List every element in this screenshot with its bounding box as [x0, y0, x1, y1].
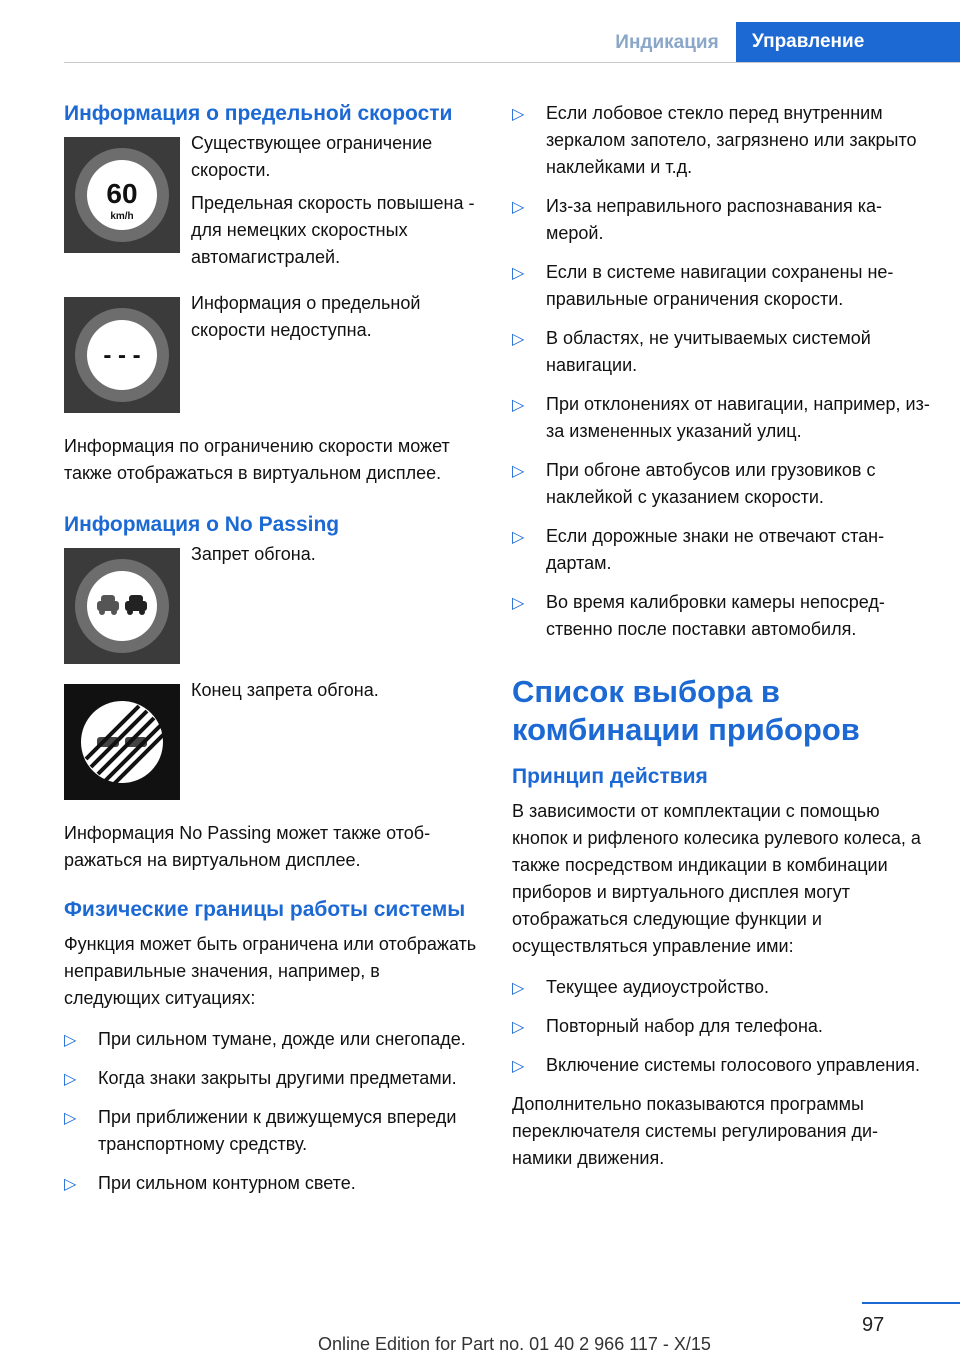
triangle-bullet-icon: ▷ — [512, 199, 525, 216]
triangle-bullet-icon: ▷ — [64, 1071, 77, 1088]
list-item: ▷ Если дорожные знаки не отвечают стандартам. — [512, 526, 885, 573]
sign1-text-raised: Предельная скорость повышена - для немецких скоростных автомагистралей. — [191, 193, 475, 267]
end-no-passing-sign-icon — [64, 684, 180, 800]
triangle-bullet-icon: ▷ — [512, 331, 525, 348]
principle-para: В зависимости от комплектации с помощью кнопок и рифленого колесика рулевого колеса, а также посредством индикации в комбинации приборов и виртуального дисплея могут отображаться следующие функции и осуществляться управление ими: — [512, 801, 921, 956]
speed-limit-value: 60 — [106, 178, 138, 209]
list-item: ▷ В областях, не учитываемых системой навигации. — [512, 328, 871, 375]
right-bullet-list — [512, 100, 932, 643]
list-item: ▷ При приближении к движущемуся впереди транспортному средству. — [64, 1107, 457, 1154]
sign-row-no-info — [64, 293, 478, 413]
triangle-bullet-icon: ▷ — [512, 1019, 525, 1036]
list-item: ▷ Включение системы голосового управления. — [512, 1052, 932, 1079]
speed-info-heading: Информация о предельной скорости — [64, 102, 453, 125]
list-item: ▷ Из-за неправильного распознавания камерой. — [512, 196, 882, 243]
sign-row-no-passing — [64, 544, 478, 664]
sign3-text: Запрет обгона. — [191, 544, 316, 564]
header-rule — [64, 62, 960, 63]
speed-limit-sign-icon — [64, 137, 180, 253]
list-item: ▷ Если в системе навигации сохранены неправильные ограничения скорости. — [512, 262, 894, 309]
system-limits-heading: Физические границы работы системы — [64, 898, 466, 921]
tab-indication[interactable]: Индикация — [615, 32, 719, 53]
list-item: ▷ Текущее аудиоустройство. — [512, 974, 932, 1001]
sign1-description — [191, 130, 478, 277]
triangle-bullet-icon: ▷ — [64, 1032, 77, 1049]
sign4-text: Конец запрета обгона. — [191, 680, 379, 700]
list-item: ▷ При сильном контурном свете. — [64, 1170, 478, 1197]
left-column — [64, 100, 478, 1209]
edition-footer: Online Edition for Part no. 01 40 2 966 117 - X/15 — [318, 1334, 711, 1354]
sign2-description — [191, 290, 478, 350]
right-column — [512, 100, 932, 1186]
list-item: ▷ При отклонениях от навигации, например, из-за измененных указаний улиц. — [512, 394, 930, 441]
list-item: ▷ Повторный набор для телефона. — [512, 1013, 932, 1040]
triangle-bullet-icon: ▷ — [512, 595, 525, 612]
triangle-bullet-icon: ▷ — [512, 265, 525, 282]
list-item: ▷ При обгоне автобусов или грузовиков с наклейкой с указанием скорости. — [512, 460, 876, 507]
list-item: ▷ Во время калибровки камеры непосредственно после поставки автомобиля. — [512, 592, 885, 639]
sign-row-end-no-passing — [64, 680, 478, 800]
triangle-bullet-icon: ▷ — [64, 1110, 77, 1127]
speed-limit-unit: km/h — [110, 211, 134, 222]
selection-list-heading: Список выбора в комбинации приборов — [512, 674, 860, 747]
no-info-dashes: - - - — [103, 342, 141, 369]
no-passing-virtual-display-para: Информация No Passing может также отображаться на виртуальном дисплее. — [64, 823, 431, 870]
system-limits-para: Функция может быть ограничена или отображать неправильные значения, например, в следующих ситуациях: — [64, 934, 477, 1008]
footer-rule — [862, 1302, 960, 1304]
right-bullet-list-2 — [512, 974, 932, 1079]
triangle-bullet-icon: ▷ — [64, 1176, 77, 1193]
triangle-bullet-icon: ▷ — [512, 529, 525, 546]
list-item: ▷ Когда знаки закрыты другими предметами. — [64, 1065, 478, 1092]
left-bullet-list — [64, 1026, 478, 1197]
triangle-bullet-icon: ▷ — [512, 397, 525, 414]
sign2-text: Информация о предельной скорости недоступна. — [191, 293, 421, 340]
no-passing-heading: Информация о No Passing — [64, 513, 340, 536]
principle-heading: Принцип действия — [512, 765, 708, 788]
sign1-text-current: Существующее ограничение скорости. — [191, 133, 433, 180]
no-speed-info-sign-icon — [64, 297, 180, 413]
tab-control[interactable]: Управление — [736, 22, 960, 62]
list-item: ▷ Если лобовое стекло перед внутренним зеркалом запотело, загрязнено или закрыто наклейками и т.д. — [512, 103, 917, 177]
triangle-bullet-icon: ▷ — [512, 1058, 525, 1075]
sign3-description — [191, 541, 316, 574]
triangle-bullet-icon: ▷ — [512, 463, 525, 480]
sign-row-speed-limit — [64, 133, 478, 277]
closing-para: Дополнительно показываются программы переключателя системы регулирования динамики движения. — [512, 1094, 879, 1168]
triangle-bullet-icon: ▷ — [512, 106, 525, 123]
speed-virtual-display-para: Информация по ограничению скорости может также отображаться в виртуальном дисплее. — [64, 436, 450, 483]
page-number: 97 — [862, 1314, 885, 1336]
list-item: ▷ При сильном тумане, дожде или снегопаде. — [64, 1026, 478, 1053]
sign4-description — [191, 677, 379, 710]
triangle-bullet-icon: ▷ — [512, 980, 525, 997]
no-passing-sign-icon — [64, 548, 180, 664]
